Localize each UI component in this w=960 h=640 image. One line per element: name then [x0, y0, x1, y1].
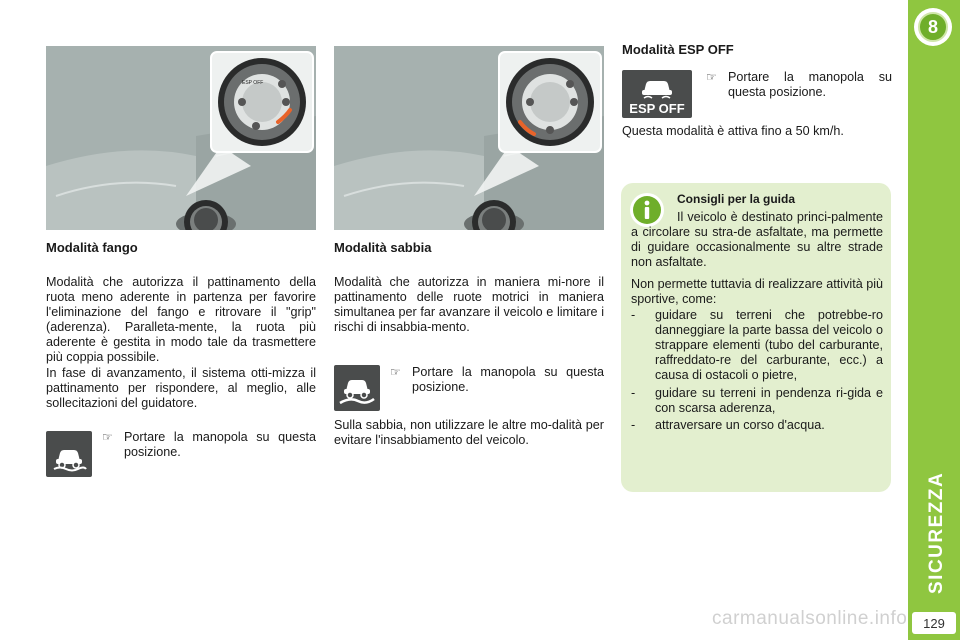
mud-instruction: ☞ Portare la manopola su questa posizione.	[102, 430, 316, 459]
watermark: carmanualsonline.info	[712, 608, 908, 629]
advice-paragraph-2: Non permette tuttavia di realizzare attività più sportive, come:	[631, 277, 883, 306]
chapter-number: 8	[918, 12, 948, 42]
svg-text:ESP OFF: ESP OFF	[629, 101, 685, 116]
svg-text:SICUREZZA: SICUREZZA	[926, 471, 947, 594]
pointing-hand-icon: ☞	[390, 365, 401, 379]
advice-list-item: - attraversare un corso d'acqua.	[631, 418, 825, 432]
dashboard-illustration-sand	[334, 46, 604, 230]
svg-text:ESP OFF: ESP OFF	[242, 80, 264, 86]
advice-list-item: - guidare su terreni in pendenza ri-gida e con scarsa aderenza,	[631, 386, 883, 415]
pointing-hand-icon: ☞	[102, 430, 113, 444]
esp-off-speed-note: Questa modalità è attiva fino a 50 km/h.	[622, 124, 844, 138]
sand-instruction: ☞ Portare la manopola su questa posizione.	[390, 365, 604, 394]
heading-mud-mode: Modalità fango	[46, 240, 138, 255]
paragraph-sand-description: Modalità che autorizza in maniera mi-nore il pattinamento delle ruote motrici in maniera simultanea per far avanzare il veicolo e limitare i rischi di insabbia-mento.	[334, 275, 604, 334]
page-number: 129	[912, 612, 956, 634]
dashboard-illustration-mud	[46, 46, 316, 230]
paragraph-sand-warning: Sulla sabbia, non utilizzare le altre mo-dalità per evitare l'insabbiamento del veicolo.	[334, 418, 604, 447]
heading-esp-off-mode: Modalità ESP OFF	[622, 42, 734, 57]
paragraph-mud-progress: In fase di avanzamento, il sistema otti-mizza il pattinamento per rispondere, al meglio, alle sollecitazioni del guidatore.	[46, 366, 316, 410]
advice-list-item: - guidare su terreni che potrebbe-ro danneggiare la parte bassa del veicolo o strappare elementi (tubo del carburante, raffreddato-re del carburante, ecc.) a causa di ostacoli o pietre,	[631, 308, 883, 382]
heading-sand-mode: Modalità sabbia	[334, 240, 432, 255]
sand-mode-icon	[334, 365, 380, 411]
esp-off-instruction: ☞ Portare la manopola su questa posizione.	[706, 70, 892, 99]
advice-paragraph-1: Il veicolo è destinato princi-palmente a circolare su stra-de asfaltate, ma permette di guidare occasionalmente su altre strade non asfaltate.	[631, 210, 883, 269]
mud-mode-icon	[46, 431, 92, 477]
chapter-title	[916, 458, 952, 598]
esp-off-icon	[622, 70, 692, 118]
advice-title: Consigli per la guida	[677, 192, 796, 206]
paragraph-mud-description: Modalità che autorizza il pattinamento della ruota meno aderente in partenza per favorire l'eliminazione del fango e ritrovare il "grip" (aderenza). Paralleta-mente, la ruota più aderente è gestita in modo tale da trasmettere più coppia possibile.	[46, 275, 316, 364]
pointing-hand-icon: ☞	[706, 70, 717, 84]
chapter-number-badge	[914, 8, 952, 46]
